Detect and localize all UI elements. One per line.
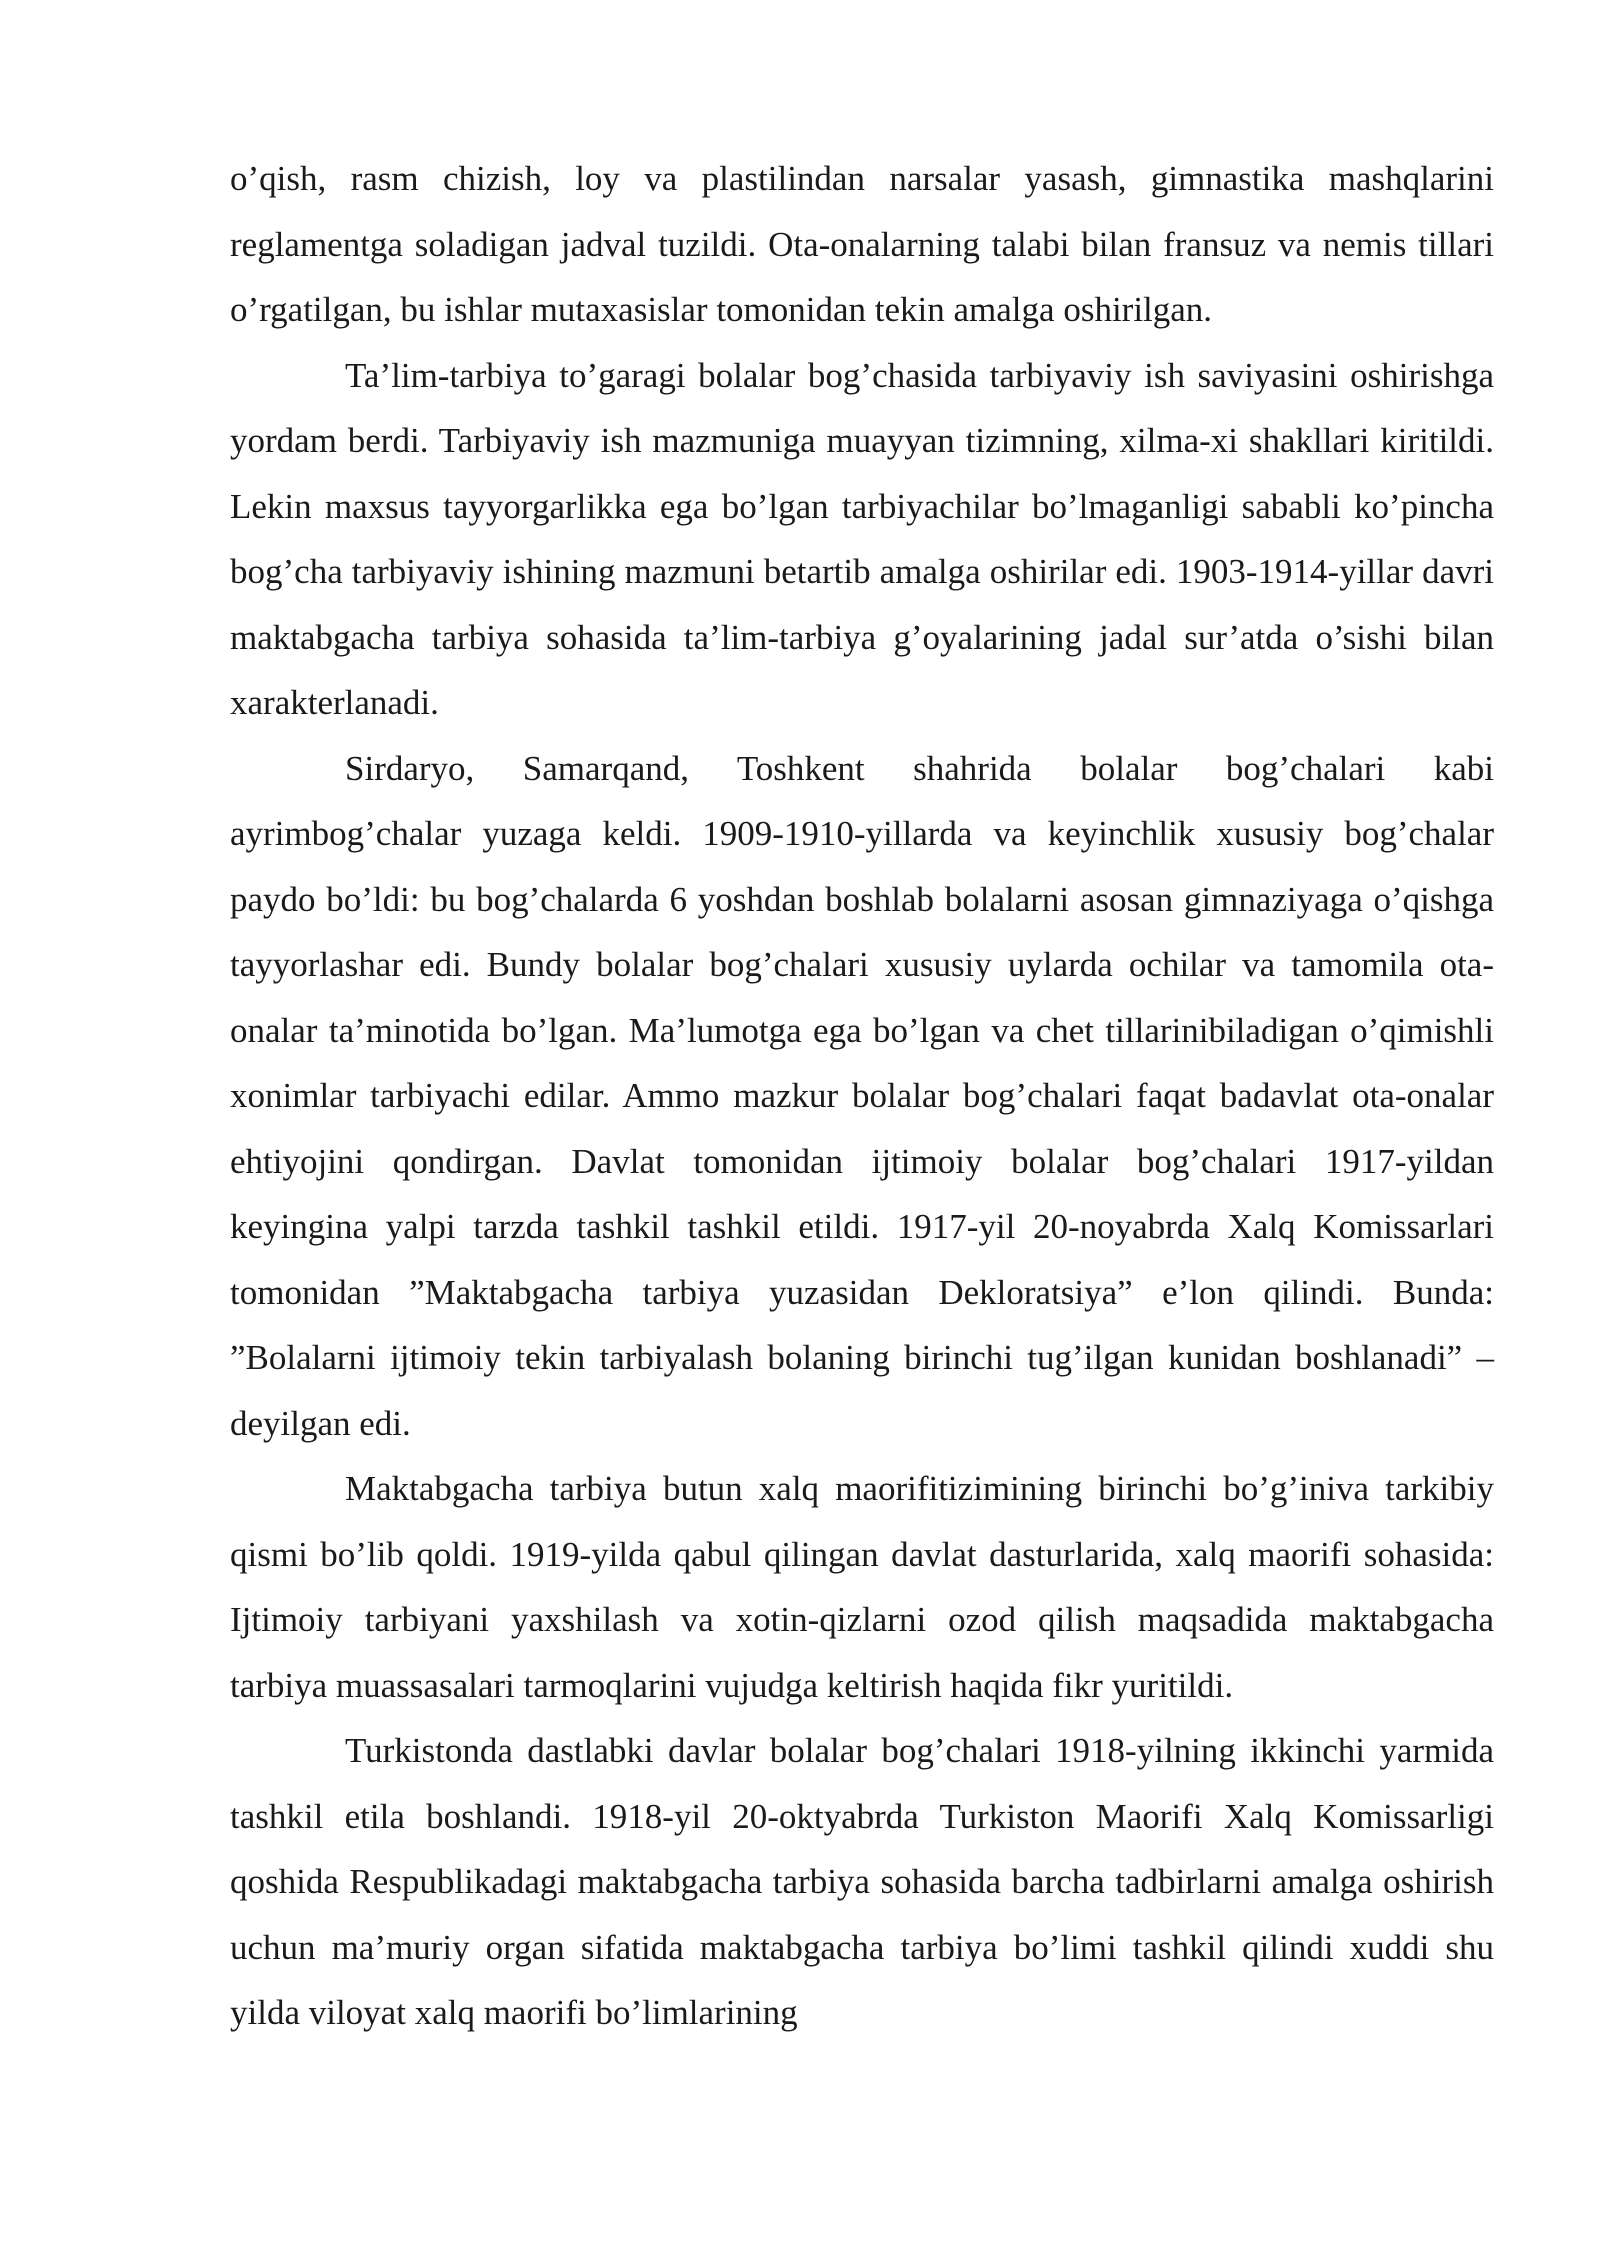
paragraph-4: Maktabgacha tarbiya butun xalq maorifitizimining birinchi bo’g’iniva tarkibiy qismi bo’lib qoldi. 1919-yilda qabul qilingan davlat dasturlarida, xalq maorifi sohasida: Ijtimoiy tarbiyani yaxshilash va xotin-qizlarni ozod qilish maqsadida maktabgacha tarbiya muassasalari tarmoqlarini vujudga keltirish haqida fikr yuritildi.: [230, 1469, 1494, 1705]
paragraph-3: Sirdaryo, Samarqand, Toshkent shahrida bolalar bog’chalari kabi ayrimbog’chalar yuzaga keldi. 1909-1910-yillarda va keyinchlik xususiy bog’chalar paydo bo’ldi: bu bog’chalarda 6 yoshdan boshlab bolalarni asosan gimnaziyaga o’qishga tayyorlashar edi. Bundy bolalar bog’chalari xususiy uylarda ochilar va tamomila ota-onalar ta’minotida bo’lgan. Ma’lumotga ega bo’lgan va chet tillarinibiladigan o’qimishli xonimlar tarbiyachi edilar. Ammo mazkur bolalar bog’chalari faqat badavlat ota-onalar ehtiyojini qondirgan. Davlat tomonidan ijtimoiy bolalar bog’chalari 1917-yildan keyingina yalpi tarzda tashkil tashkil etildi. 1917-yil 20-noyabrda Xalq Komissarlari tomonidan ”Maktabgacha tarbiya yuzasidan Dekloratsiya” e’lon qilindi. Bunda: ”Bolalarni ijtimoiy tekin tarbiyalash bolaning birinchi tug’ilgan kunidan boshlanadi” – deyilgan edi.: [230, 748, 1494, 1443]
paragraph-2: Ta’lim-tarbiya to’garagi bolalar bog’chasida tarbiyaviy ish saviyasini oshirishga yordam berdi. Tarbiyaviy ish mazmuniga muayyan tizimning, xilma-xi shakllari kiritildi. Lekin maxsus tayyorgarlikka ega bo’lgan tarbiyachilar bo’lmaganligi sababli ko’pincha bog’cha tarbiyaviy ishining mazmuni betartib amalga oshirilar edi. 1903-1914-yillar davri maktabgacha tarbiya sohasida ta’lim-tarbiya g’oyalarining jadal sur’atda o’sishi bilan xarakterlanadi.: [230, 355, 1494, 722]
paragraph-1: o’qish, rasm chizish, loy va plastilindan narsalar yasash, gimnastika mashqlarini reglamentga soladigan jadval tuzildi. Ota-onalarning talabi bilan fransuz va nemis tillari o’rgatilgan, bu ishlar mutaxasislar tomonidan tekin amalga oshirilgan.: [230, 159, 1494, 329]
paragraph-5: Turkistonda dastlabki davlar bolalar bog’chalari 1918-yilning ikkinchi yarmida tashkil etila boshlandi. 1918-yil 20-oktyabrda Turkiston Maorifi Xalq Komissarligi qoshida Respublikadagi maktabgacha tarbiya sohasida barcha tadbirlarni amalga oshirish uchun ma’muriy organ sifatida maktabgacha tarbiya bo’limi tashkil qilindi xuddi shu yilda viloyat xalq maorifi bo’limlarining: [230, 1731, 1494, 2032]
document-body: [230, 146, 1494, 2046]
